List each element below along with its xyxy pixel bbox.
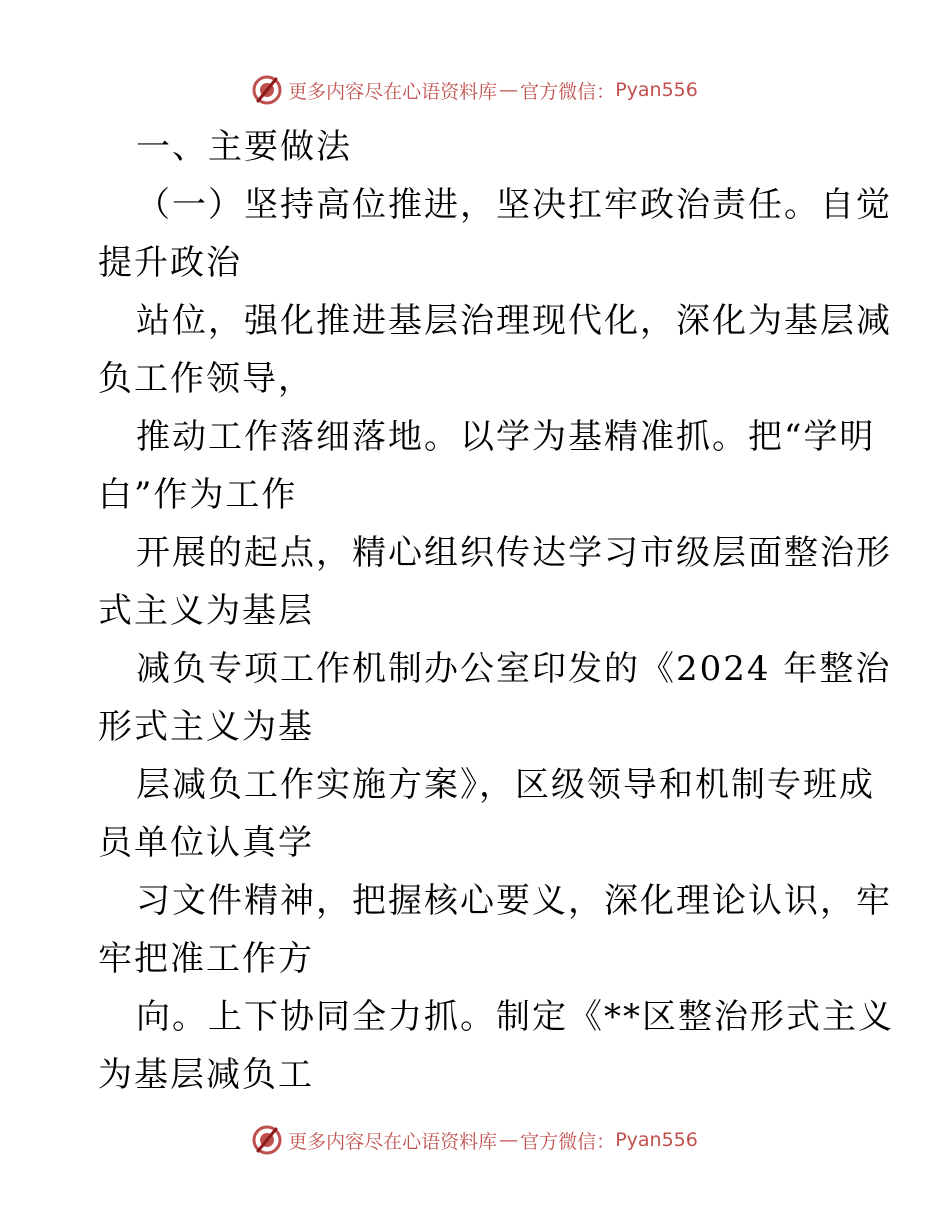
paragraph-line: 负工作领导， [98, 359, 314, 399]
paragraph-line: 式主义为基层 [98, 591, 314, 631]
paragraph-line: 为基层减负工 [98, 1055, 314, 1095]
paragraph-line: 员单位认真学 [98, 823, 314, 863]
watermark-account: Pyan556 [615, 1129, 698, 1151]
paragraph-line: （一）坚持高位推进，坚决扛牢政治责任。自觉 [136, 185, 892, 225]
watermark-site-text: 更多内容尽在心语资料库 [288, 80, 498, 103]
paragraph-line: 形式主义为基 [98, 707, 314, 747]
paragraph-line: 开展的起点，精心组织传达学习市级层面整治形 [136, 533, 892, 573]
watermark-site-text: 更多内容尽在心语资料库 [288, 1130, 498, 1153]
paragraph-line: 白”作为工作 [98, 475, 298, 515]
watermark-dash: — [499, 1129, 519, 1151]
watermark-official-label: 官方微信： [520, 1130, 616, 1153]
watermark-footer [0, 1120, 950, 1160]
red-seal-logo-icon [252, 1125, 282, 1155]
paragraph-line: 习文件精神，把握核心要义，深化理论认识，牢 [136, 881, 892, 921]
watermark-official-label: 官方微信： [520, 80, 616, 103]
watermark-account: Pyan556 [615, 79, 698, 101]
paragraph-line: 推动工作落细落地。以学为基精准抓。把“学明 [136, 417, 876, 457]
watermark-header [0, 70, 950, 110]
paragraph-line: 减负专项工作机制办公室印发的《2024 年整治 [136, 649, 892, 689]
section-heading: 一、主要做法 [136, 127, 352, 167]
paragraph-line: 牢把准工作方 [98, 939, 314, 979]
watermark-dash: — [499, 79, 519, 101]
paragraph-line: 层减负工作实施方案》，区级领导和机制专班成 [136, 765, 875, 805]
paragraph-line: 提升政治 [98, 243, 242, 283]
paragraph-line: 站位，强化推进基层治理现代化，深化为基层减 [136, 301, 892, 341]
red-seal-logo-icon [252, 75, 282, 105]
paragraph-line: 向。上下协同全力抓。制定《**区整治形式主义 [136, 997, 894, 1037]
